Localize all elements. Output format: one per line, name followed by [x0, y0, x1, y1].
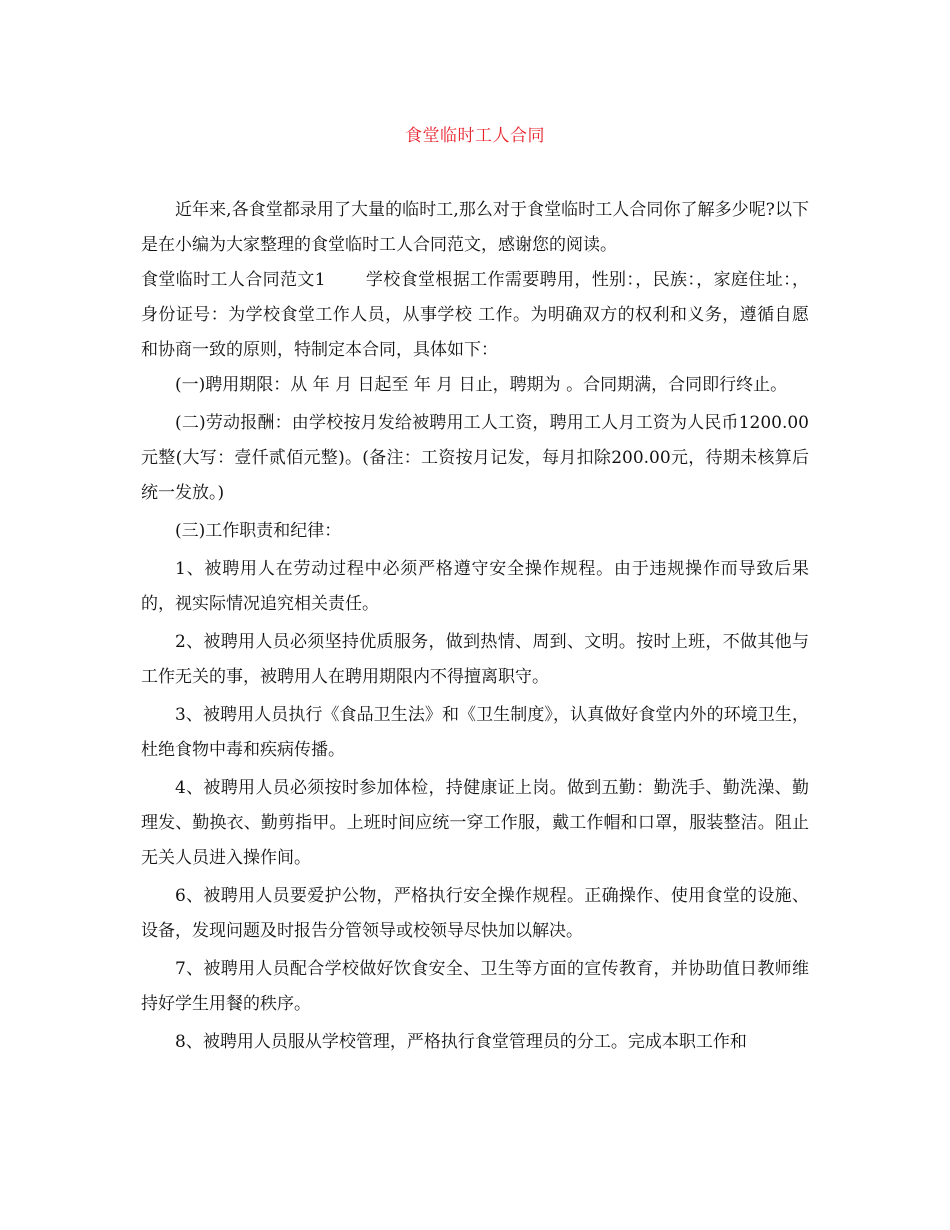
sample-heading: 食堂临时工人合同范文1: [141, 270, 326, 290]
sample-paragraph: [141, 263, 809, 368]
clause-term: (一)聘用期限：从 年 月 日起至 年 月 日止，聘期为 。合同期满，合同即行终止。: [175, 375, 788, 395]
intro-paragraph: 近年来,各食堂都录用了大量的临时工,那么对于食堂临时工人合同你了解多少呢?以下是在小编为大家整理的食堂临时工人合同范文，感谢您的阅读。: [141, 200, 809, 255]
sample-text: 学校食堂根据工作需要聘用，性别：，民族：，家庭住址：，身份证号：为学校食堂工作人员，从事学校 工作。为明确双方的权利和义务，遵循自愿和协商一致的原则，特制定本合同，具体如下：: [141, 270, 809, 360]
duty-item-4: 4、被聘用人员必须按时参加体检，持健康证上岗。做到五勤：勤洗手、勤洗澡、勤理发、勤换衣、勤剪指甲。上班时间应统一穿工作服，戴工作帽和口罩，服装整洁。阻止无关人员进入操作间。: [141, 778, 809, 868]
clause-pay: (二)劳动报酬：由学校按月发给被聘用工人工资，聘用工人月工资为人民币1200.00元整(大写：壹仟贰佰元整)。(备注：工资按月记发，每月扣除200.00元，待期未核算后统一发放。): [141, 413, 809, 503]
duty-item-6: 6、被聘用人员要爱护公物，严格执行安全操作规程。正确操作、使用食堂的设施、设备，发现问题及时报告分管领导或校领导尽快加以解决。: [141, 886, 809, 941]
duty-item-1: 1、被聘用人在劳动过程中必须严格遵守安全操作规程。由于违规操作而导致后果的，视实际情况追究相关责任。: [141, 559, 809, 614]
document-body: [141, 193, 809, 1063]
duty-item-2: 2、被聘用人员必须坚持优质服务，做到热情、周到、文明。按时上班，不做其他与工作无关的事，被聘用人在聘用期限内不得擅离职守。: [141, 632, 809, 687]
document-title: 食堂临时工人合同: [405, 126, 545, 146]
duty-item-7: 7、被聘用人员配合学校做好饮食安全、卫生等方面的宣传教育，并协助值日教师维持好学生用餐的秩序。: [141, 959, 809, 1014]
clause-duties-heading: (三)工作职责和纪律：: [175, 521, 342, 541]
duty-item-3: 3、被聘用人员执行《食品卫生法》和《卫生制度》，认真做好食堂内外的环境卫生，杜绝食物中毒和疾病传播。: [141, 705, 809, 760]
duty-item-8: 8、被聘用人员服从学校管理，严格执行食堂管理员的分工。完成本职工作和: [175, 1032, 747, 1052]
